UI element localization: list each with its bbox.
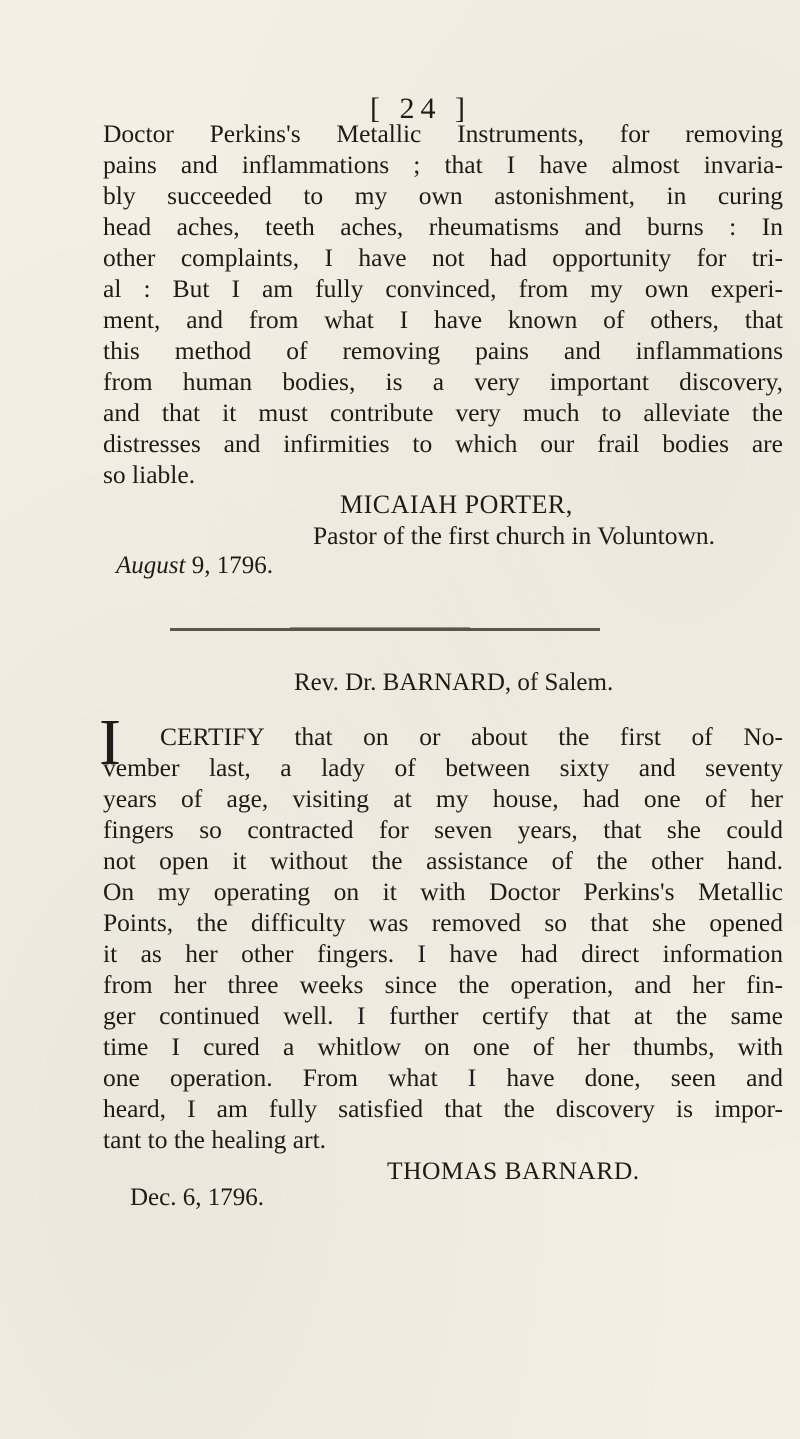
page-number: [ 24 ] — [370, 92, 471, 125]
text-line: fingers so contracted for seven years, that she could — [103, 815, 783, 844]
text-line: not open it without the assistance of the other hand. — [103, 846, 783, 875]
text-line: this method of removing pains and inflammations — [103, 336, 783, 365]
text-line: al : But I am fully convinced, from my own experi- — [103, 274, 783, 303]
text-line: vember last, a lady of between sixty and seventy — [103, 753, 783, 782]
text-line: it as her other fingers. I have had direct information — [103, 939, 783, 968]
signature-name: MICAIAH PORTER, — [340, 490, 573, 519]
text-line: one operation. From what I have done, seen and — [103, 1063, 783, 1092]
signature-date — [116, 552, 273, 580]
text-line: heard, I am fully satisfied that the discovery is impor- — [103, 1094, 783, 1123]
date-day-year: 9, 1796. — [185, 552, 273, 579]
drop-cap: I — [99, 706, 121, 779]
text-line: ment, and from what I have known of others, that — [103, 305, 783, 334]
text-line: from human bodies, is a very important discovery, — [103, 367, 783, 396]
text-line: bly succeeded to my own astonishment, in curing — [103, 181, 783, 210]
date-month: August — [116, 552, 186, 579]
text-line: years of age, visiting at my house, had one of her — [103, 784, 783, 813]
text-line: and that it must contribute very much to alleviate the — [103, 398, 783, 427]
letter-heading: Rev. Dr. BARNARD, of Salem. — [294, 669, 614, 696]
text-line: Points, the difficulty was removed so that she opened — [103, 908, 783, 937]
section-divider — [170, 628, 600, 631]
text-line: so liable. — [103, 460, 196, 489]
signature-name-2: THOMAS BARNARD. — [387, 1156, 640, 1185]
text-line: Doctor Perkins's Metallic Instruments, for removing — [103, 119, 783, 148]
text-line: ger continued well. I further certify that at the same — [103, 1001, 783, 1030]
signature-date-2: Dec. 6, 1796. — [130, 1184, 264, 1211]
text-line: head aches, teeth aches, rheumatisms and burns : In — [103, 212, 783, 241]
text-line: time I cured a whitlow on one of her thumbs, with — [103, 1032, 783, 1061]
text-line: pains and inflammations ; that I have almost invaria- — [103, 150, 783, 179]
text-line: other complaints, I have not had opportunity for tri- — [103, 243, 783, 272]
text-line: from her three weeks since the operation, and her fin- — [103, 970, 783, 999]
text-line: tant to the healing art. — [103, 1125, 327, 1154]
text-line: distresses and infirmities to which our frail bodies are — [103, 429, 783, 458]
signature-title: Pastor of the first church in Voluntown. — [313, 521, 716, 550]
text-line: CERTIFY that on or about the first of No- — [160, 722, 783, 751]
text-line: On my operating on it with Doctor Perkins's Metallic — [103, 877, 783, 906]
